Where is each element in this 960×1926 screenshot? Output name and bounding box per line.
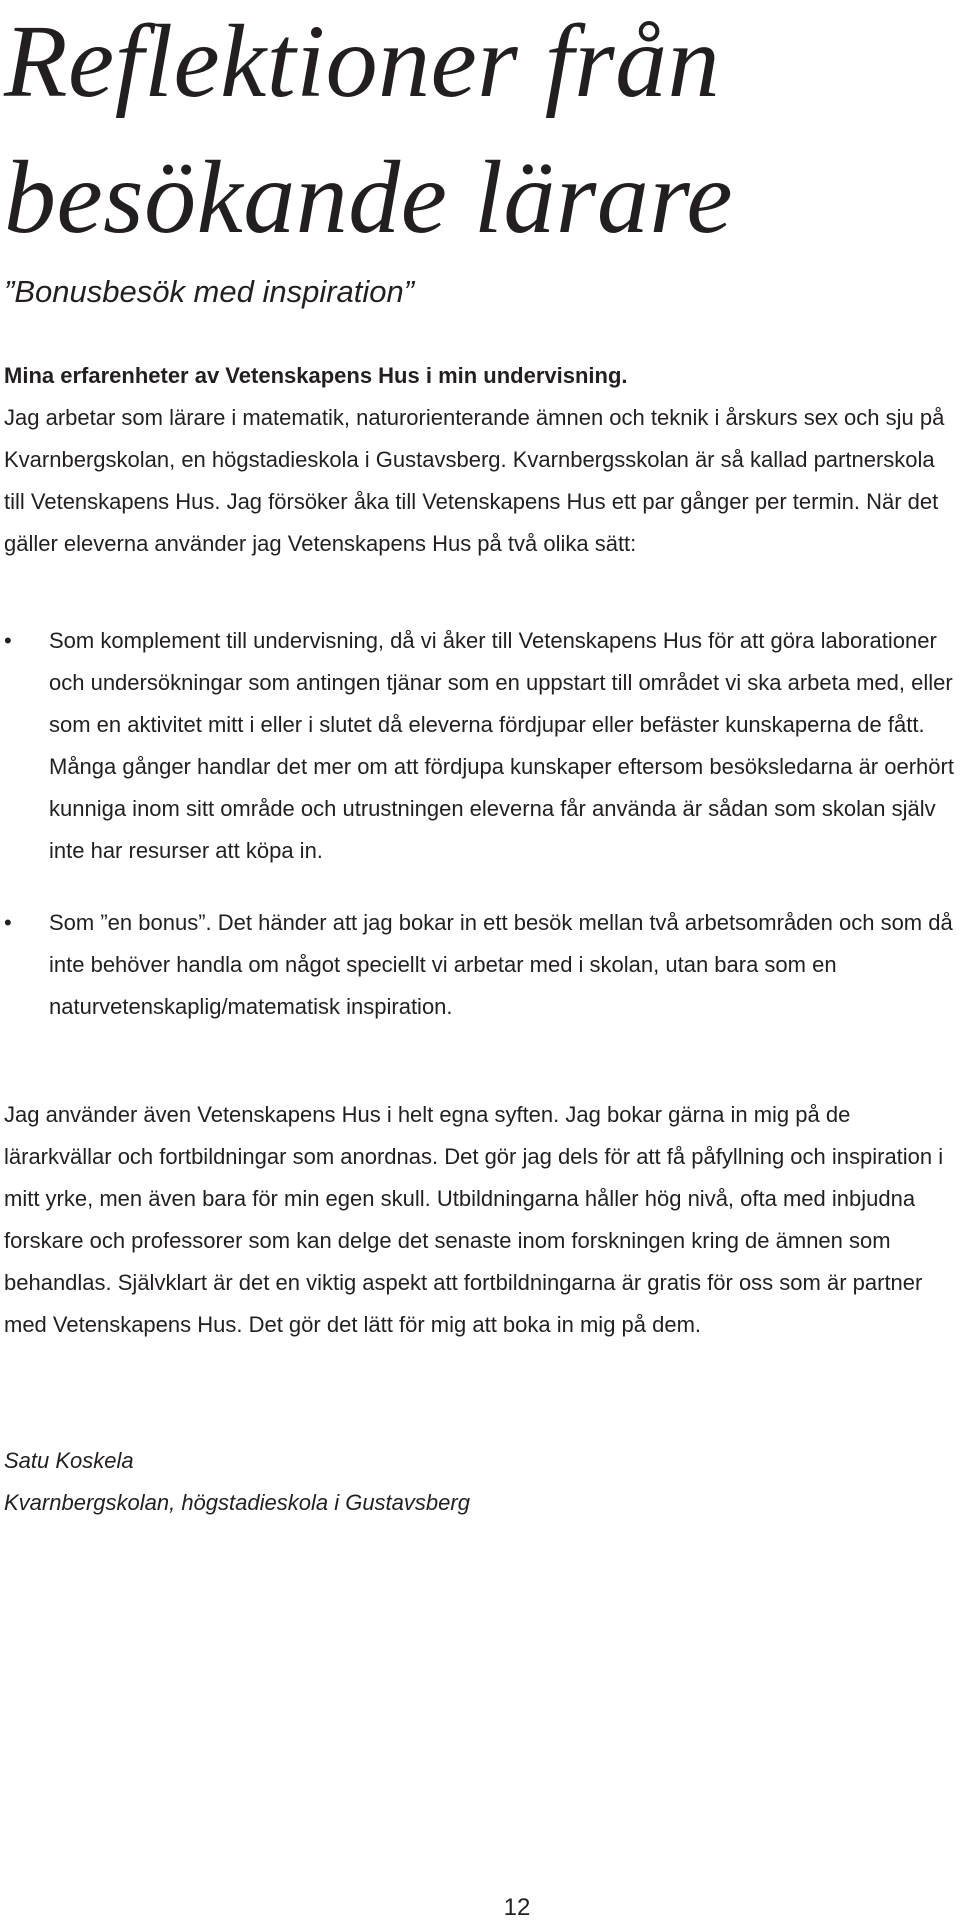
bullet-marker: • bbox=[4, 628, 12, 653]
author-name: Satu Koskela bbox=[4, 1448, 134, 1473]
page-number: 12 bbox=[503, 1894, 531, 1921]
bullet-marker: • bbox=[4, 910, 12, 935]
list-item bbox=[4, 620, 954, 872]
intro-paragraph: Jag arbetar som lärare i matematik, naturorienterande ämnen och teknik i årskurs sex och sju på Kvarnbergskolan, en högstadieskola i Gustavsberg. Kvarnbergsskolan är så kallad partnerskola till Vetenskapens Hus. Jag försöker åka till Vetenskapens Hus ett par gånger per termin. När det gäller eleverna använder jag Vetenskapens Hus på två olika sätt: bbox=[4, 405, 945, 556]
bullet-text: Som ”en bonus”. Det händer att jag bokar in ett besök mellan två arbetsområden och som då inte behöver handla om något speciellt vi arbetar med i skolan, utan bara som en naturvetenskaplig/matematisk inspiration. bbox=[49, 910, 953, 1019]
article-subtitle: ”Bonusbesök med inspiration” bbox=[4, 274, 415, 309]
body-paragraph: Jag använder även Vetenskapens Hus i helt egna syften. Jag bokar gärna in mig på de lärarkvällar och fortbildningar som anordnas. Det gör jag dels för att få påfyllning och inspiration i mitt yrke, men även bara för min egen skull. Utbildningarna håller hög nivå, ofta med inbjudna forskare och professorer som kan delge det senaste inom forskningen kring de ämnen som behandlas. Självklart är det en viktig aspekt att fortbildningarna är gratis för oss som är partner med Vetenskapens Hus. Det gör det lätt för mig att boka in mig på dem. bbox=[4, 1102, 944, 1337]
signature-block bbox=[4, 1440, 470, 1524]
author-school: Kvarnbergskolan, högstadieskola i Gustavsberg bbox=[4, 1490, 470, 1515]
article-title: Reflektioner från besökande lärare bbox=[4, 4, 734, 255]
section-heading: Mina erfarenheter av Vetenskapens Hus i min undervisning. bbox=[4, 363, 628, 388]
list-item bbox=[4, 902, 954, 1028]
bullet-list bbox=[4, 620, 954, 1058]
intro-section bbox=[4, 355, 954, 565]
bullet-text: Som komplement till undervisning, då vi åker till Vetenskapens Hus för att göra laborationer och undersökningar som antingen tjänar som en uppstart till området vi ska arbeta med, eller som en aktivitet mitt i eller i slutet då eleverna fördjupar eller befäster kunskaperna de fått. Många gånger handlar det mer om att fördjupa kunskaper eftersom besöksledarna är oerhört kunniga inom sitt område och utrustningen eleverna får använda är sådan som skolan själv inte har resurser att köpa in. bbox=[49, 628, 954, 863]
